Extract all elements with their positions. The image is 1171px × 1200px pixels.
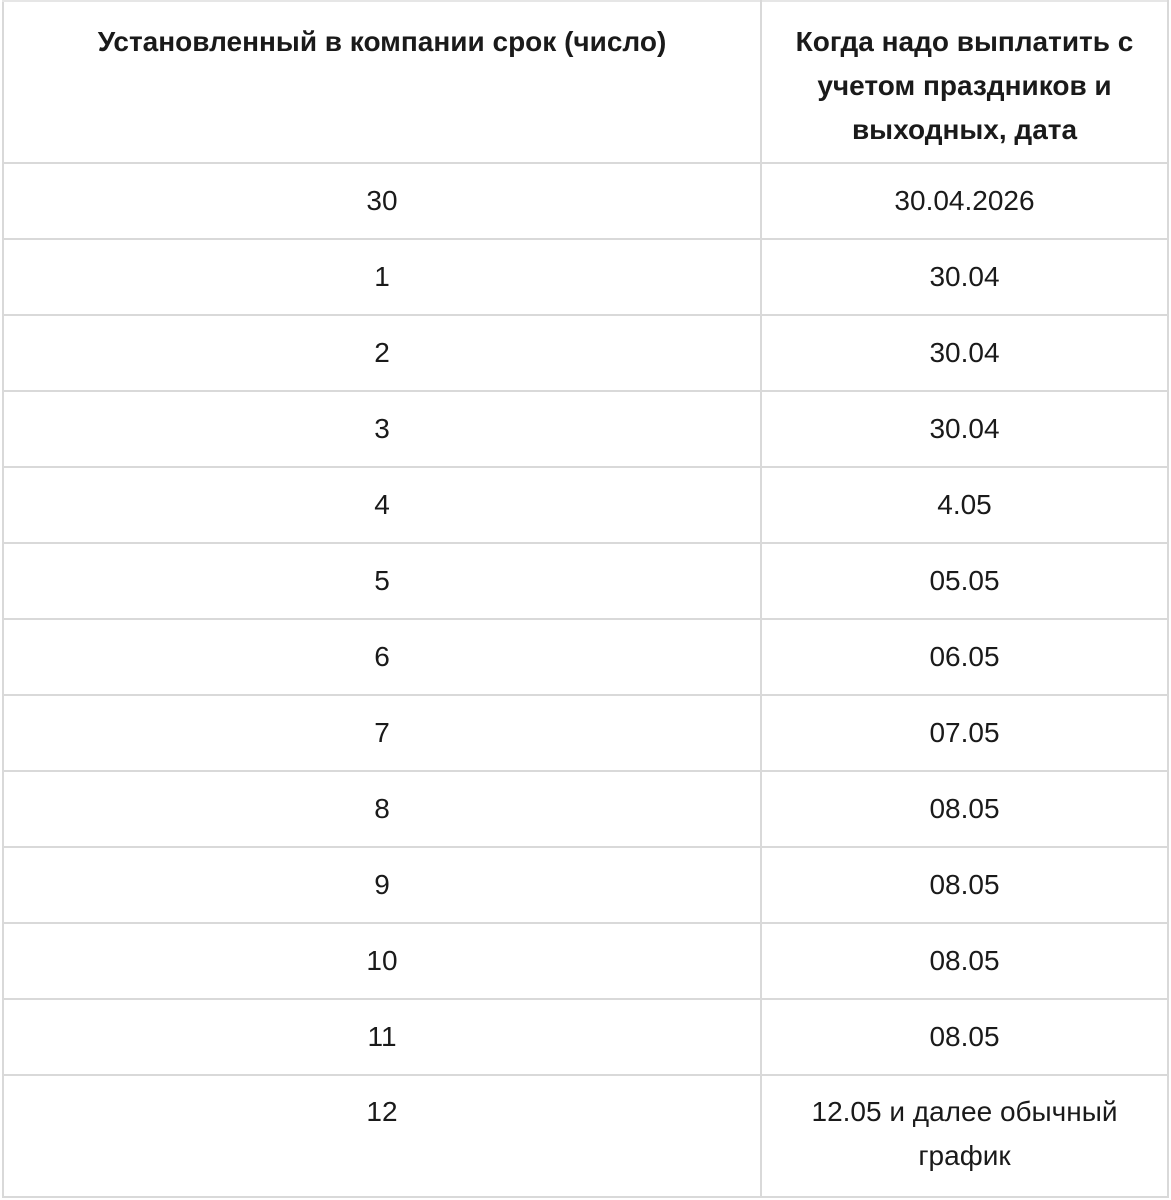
cell-date: 08.05 (761, 847, 1168, 923)
cell-day: 7 (3, 695, 761, 771)
cell-date: 08.05 (761, 771, 1168, 847)
table-row (3, 467, 1168, 543)
table-row (3, 1075, 1168, 1197)
table-row (3, 999, 1168, 1075)
cell-day: 3 (3, 391, 761, 467)
cell-date: 30.04 (761, 391, 1168, 467)
cell-day: 8 (3, 771, 761, 847)
table-row (3, 391, 1168, 467)
cell-date: 4.05 (761, 467, 1168, 543)
cell-date: 08.05 (761, 923, 1168, 999)
cell-day: 1 (3, 239, 761, 315)
table-body (3, 163, 1168, 1197)
cell-day: 12 (3, 1075, 761, 1197)
cell-date: 12.05 и далее обычный график (761, 1075, 1168, 1197)
table-header (3, 1, 1168, 163)
cell-date: 07.05 (761, 695, 1168, 771)
header-payment-date: Когда надо выплатить с учетом праздников и выходных, дата (761, 1, 1168, 163)
cell-date: 05.05 (761, 543, 1168, 619)
table-row (3, 695, 1168, 771)
table-row (3, 847, 1168, 923)
cell-date: 06.05 (761, 619, 1168, 695)
table-row (3, 239, 1168, 315)
cell-day: 2 (3, 315, 761, 391)
cell-day: 6 (3, 619, 761, 695)
cell-day: 5 (3, 543, 761, 619)
cell-date: 08.05 (761, 999, 1168, 1075)
cell-day: 11 (3, 999, 761, 1075)
cell-date: 30.04 (761, 239, 1168, 315)
cell-day: 30 (3, 163, 761, 239)
cell-day: 4 (3, 467, 761, 543)
payment-dates-table-container (2, 0, 1167, 1198)
cell-date: 30.04.2026 (761, 163, 1168, 239)
cell-day: 9 (3, 847, 761, 923)
cell-day: 10 (3, 923, 761, 999)
table-row (3, 163, 1168, 239)
header-row (3, 1, 1168, 163)
table-row (3, 619, 1168, 695)
table-row (3, 771, 1168, 847)
table-row (3, 315, 1168, 391)
cell-date: 30.04 (761, 315, 1168, 391)
table-row (3, 543, 1168, 619)
payment-dates-table (2, 0, 1169, 1198)
header-established-day: Установленный в компании срок (число) (3, 1, 761, 163)
table-row (3, 923, 1168, 999)
